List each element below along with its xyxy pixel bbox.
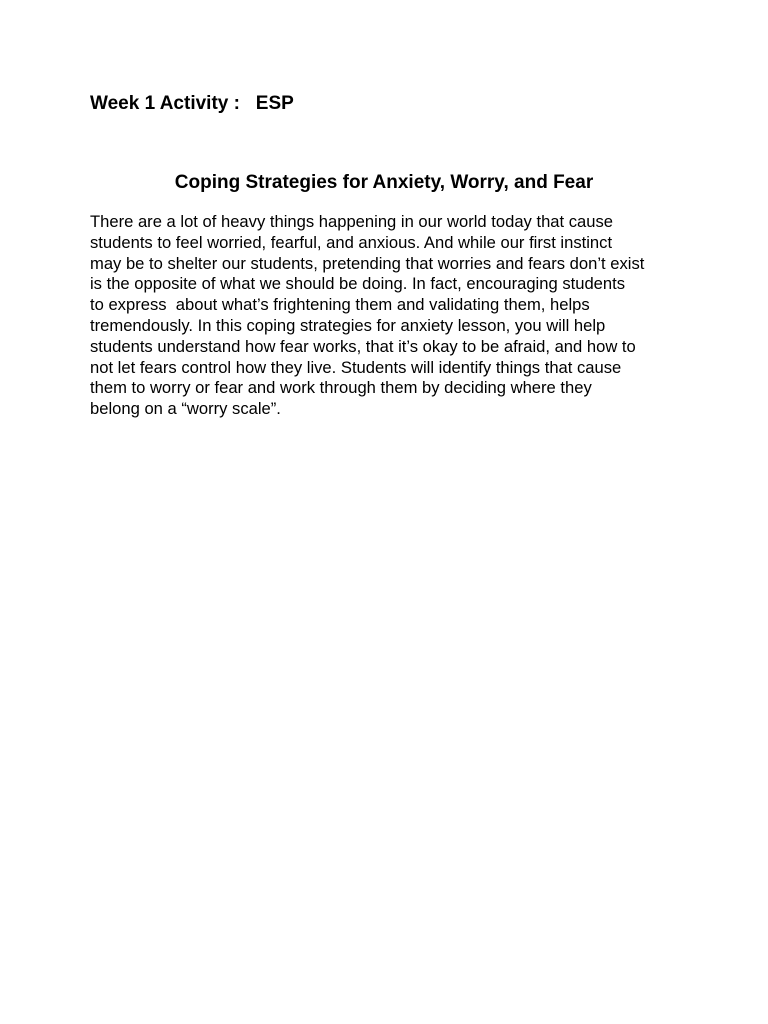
paragraph-line: is the opposite of what we should be doing. In fact, encouraging students	[90, 274, 626, 294]
paragraph-line: to express about what’s frightening them and validating them, helps	[90, 295, 590, 315]
paragraph-line: them to worry or fear and work through them by deciding where they	[90, 378, 592, 398]
paragraph-line: There are a lot of heavy things happening in our world today that cause	[90, 212, 614, 231]
paragraph-line: students understand how fear works, that it’s okay to be afraid, and how to	[90, 336, 636, 356]
paragraph-line: may be to shelter our students, pretending that worries and fears don’t exist	[90, 253, 645, 273]
paragraph-line: students to feel worried, fearful, and anxious. And while our first instinct	[90, 232, 613, 252]
paragraph-line: not let fears control how they live. Students will identify things that cause	[90, 357, 622, 377]
week-activity-title: Week 1 Activity : ESP	[90, 93, 294, 114]
lesson-paragraph	[90, 212, 690, 420]
paragraph-line: belong on a “worry scale”.	[90, 399, 281, 419]
paragraph-line: tremendously. In this coping strategies for anxiety lesson, you will help	[90, 315, 606, 335]
lesson-heading: Coping Strategies for Anxiety, Worry, and Fear	[174, 172, 594, 193]
